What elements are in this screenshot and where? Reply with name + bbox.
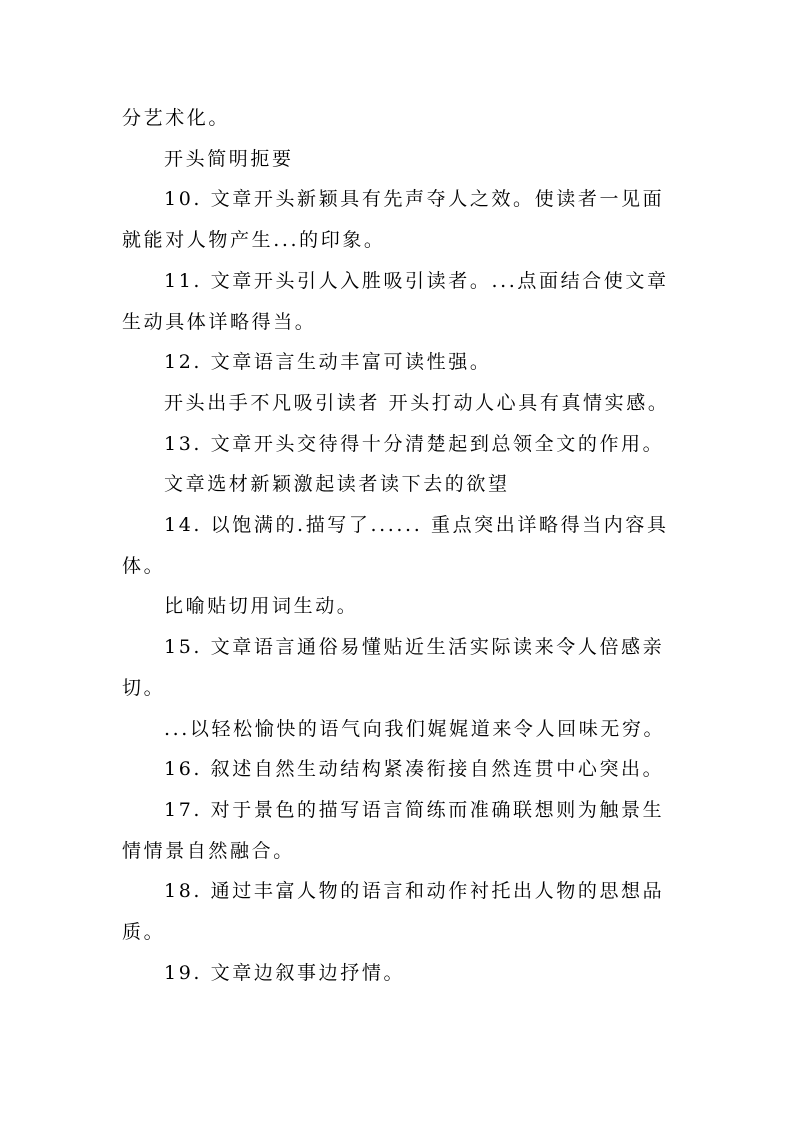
paragraph-note: 开头出手不凡吸引读者 开头打动人心具有真情实感。 bbox=[164, 391, 670, 414]
paragraph-continuation: 分艺术化。 bbox=[122, 107, 231, 129]
paragraph-item-12: 12. 文章语言生动丰富可读性强。 bbox=[164, 351, 492, 374]
paragraph-item-10: 10. 文章开头新颖具有先声夺人之效。使读者一见面就能对人物产生...的印象。 bbox=[122, 188, 665, 252]
paragraph-heading: 开头简明扼要 bbox=[164, 147, 294, 170]
document-body bbox=[122, 98, 682, 993]
paragraph-note: 文章选材新颖激起读者读下去的欲望 bbox=[164, 473, 510, 496]
paragraph-item-19: 19. 文章边叙事边抒情。 bbox=[164, 961, 406, 984]
paragraph-item-16: 16. 叙述自然生动结构紧凑衔接自然连贯中心突出。 bbox=[164, 758, 665, 781]
paragraph-item-11: 11. 文章开头引人入胜吸引读者。...点面结合使文章生动具体详略得当。 bbox=[122, 269, 669, 333]
paragraph-item-14: 14. 以饱满的.描写了...... 重点突出详略得当内容具体。 bbox=[122, 514, 669, 577]
paragraph-note: ...以轻松愉快的语气向我们娓娓道来令人回味无穷。 bbox=[164, 717, 666, 740]
paragraph-item-17: 17. 对于景色的描写语言简练而准确联想则为触景生情情景自然融合。 bbox=[122, 798, 665, 862]
paragraph-note: 比喻贴切用词生动。 bbox=[164, 595, 359, 618]
paragraph-item-13: 13. 文章开头交待得十分清楚起到总领全文的作用。 bbox=[164, 432, 665, 455]
paragraph-item-15: 15. 文章语言通俗易懂贴近生活实际读来令人倍感亲切。 bbox=[122, 636, 665, 699]
paragraph-item-18: 18. 通过丰富人物的语言和动作衬托出人物的思想品质。 bbox=[122, 880, 665, 944]
